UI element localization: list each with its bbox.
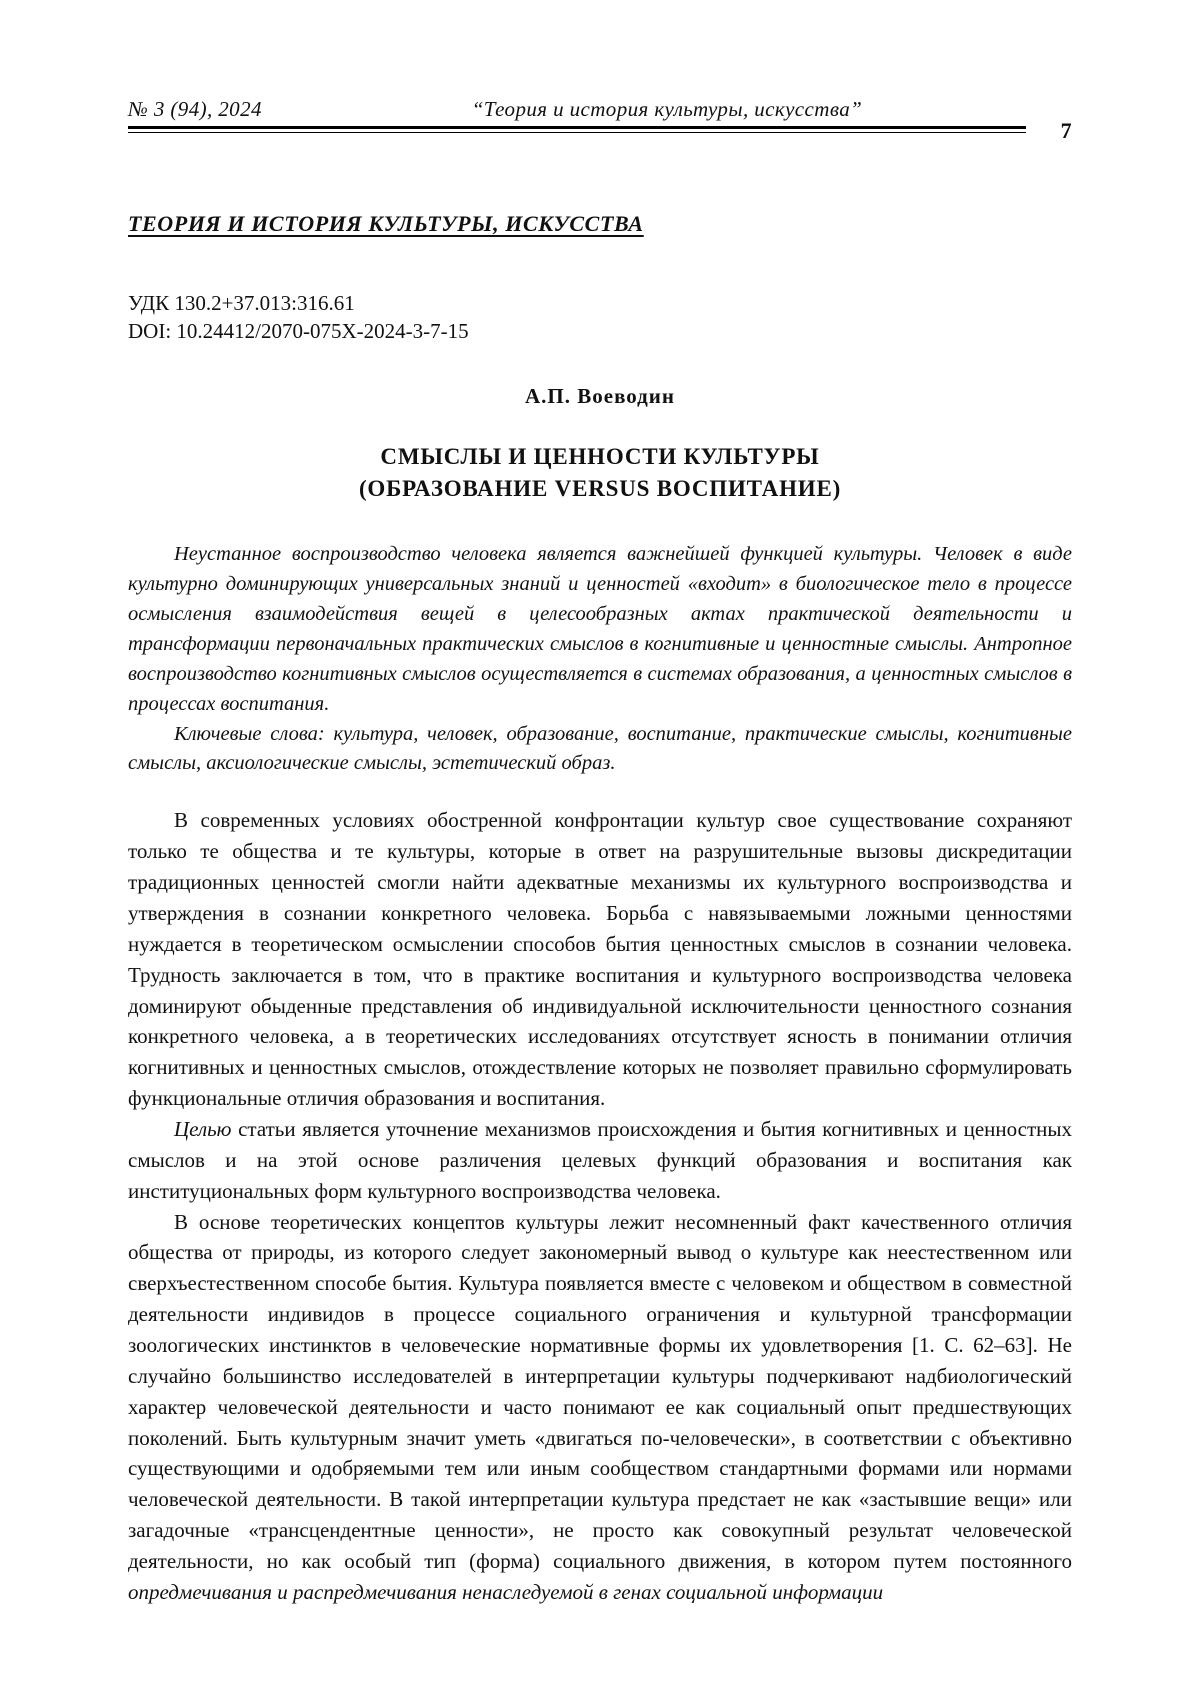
section-heading: ТЕОРИЯ И ИСТОРИЯ КУЛЬТУРЫ, ИСКУССТВА — [128, 211, 644, 236]
article-title — [128, 441, 1072, 506]
issue-number: № 3 (94), 2024 — [128, 97, 262, 121]
udc-code: УДК 130.2+37.013:316.61 — [128, 291, 355, 315]
body-paragraph-2-rest: статьи является уточнение механизмов происхождения и бытия когнитивных и ценностных смыслов и на этой основе различения целевых функций образования и воспитания как институциональных форм культурного воспроизводства человека. — [128, 1116, 1072, 1203]
keywords — [128, 720, 1072, 780]
doi-code: DOI: 10.24412/2070-075X-2024-3-7-15 — [128, 319, 469, 344]
abstract-paragraph: Неустанное воспроизводство человека является важнейшей функцией культуры. Человек в виде культурно доминирующих универсальных знаний и ценностей «входит» в биологическое тело в процессе осмысления взаимодействия вещей в целесообразных актах практической деятельности и трансформации первоначальных практических смыслов в когнитивные и ценностные смыслы. Антропное воспроизводство когнитивных смыслов осуществляется в системах образования, а ценностных смыслов в процессах воспитания. — [128, 543, 1072, 715]
body-paragraph-1: В современных условиях обостренной конфронтации культур свое существование сохраняют только те общества и те культуры, которые в ответ на разрушительные вызовы дискредитации традиционных ценностей смогли найти адекватные механизмы их культурного воспроизводства и утверждения в сознании конкретного человека. Борьба с навязываемыми ложными ценностями нуждается в теоретическом осмыслении способов бытия ценностных смыслов в сознании человека. Трудность заключается в том, что в практике воспитания и культурного воспроизводства человека доминируют обыденные представления об индивидуальной исключительности ценностного сознания конкретного человека, а в теоретических исследованиях отсутствует ясность в понимании отличия когнитивных и ценностных смыслов, отождествление которых не позволяет правильно сформулировать функциональные отличия образования и воспитания. — [128, 808, 1072, 1111]
keywords-label: Ключевые слова: — [174, 722, 325, 745]
page-number: 7 — [1060, 118, 1072, 143]
body-paragraph-2-lead: Целью — [174, 1116, 232, 1141]
body-text — [128, 805, 1072, 1607]
body-paragraph-3 — [128, 1207, 1072, 1608]
keywords-list: культура, человек, образование, воспитание, практические смыслы, когнитивные смыслы, аксиологические смыслы, эстетический образ. — [128, 722, 1072, 775]
article-title-line-2: (ОБРАЗОВАНИЕ VERSUS ВОСПИТАНИЕ) — [358, 476, 842, 502]
body-paragraph-2 — [128, 1114, 1072, 1207]
running-head — [128, 96, 1072, 143]
author-name: А.П. Воеводин — [525, 383, 675, 408]
journal-title: “Теория и история культуры, искусства” — [471, 97, 863, 121]
article-title-line-1: СМЫСЛЫ И ЦЕННОСТИ КУЛЬТУРЫ — [380, 443, 820, 469]
body-paragraph-3-italic: опредмечивания и распредмечивания ненаследуемой в генах социальной информации — [128, 1579, 884, 1604]
header-divider — [128, 126, 1026, 133]
metadata-block — [128, 289, 1072, 346]
abstract — [128, 540, 1072, 779]
body-paragraph-3-part-1: В основе теоретических концептов культуры лежит несомненный факт качественного отличия общества от природы, из которого следует закономерный вывод о культуре как неестественном или сверхъестественном способе бытия. Культура появляется вместе с человеком и обществом в совместной деятельности индивидов в процессе социального ограничения и культурной трансформации зоологических инстинктов в человеческие нормативные формы их удовлетворения [1. С. 62–63]. Не случайно большинство исследователей в интерпретации культуры подчеркивают надбиологический характер человеческой деятельности и часто понимают ее как социальный опыт предшествующих поколений. Быть культурным значит уметь «двигаться по-человечески», в соответствии с объективно существующими и одобряемыми тем или иным сообществом стандартными формами или нормами человеческой деятельности. В такой интерпретации культура предстает не как «застывшие вещи» или загадочные «трансцендентные ценности», не просто как совокупный результат человеческой деятельности, но как особый тип (форма) социального движения, в котором путем постоянного — [128, 1209, 1072, 1573]
